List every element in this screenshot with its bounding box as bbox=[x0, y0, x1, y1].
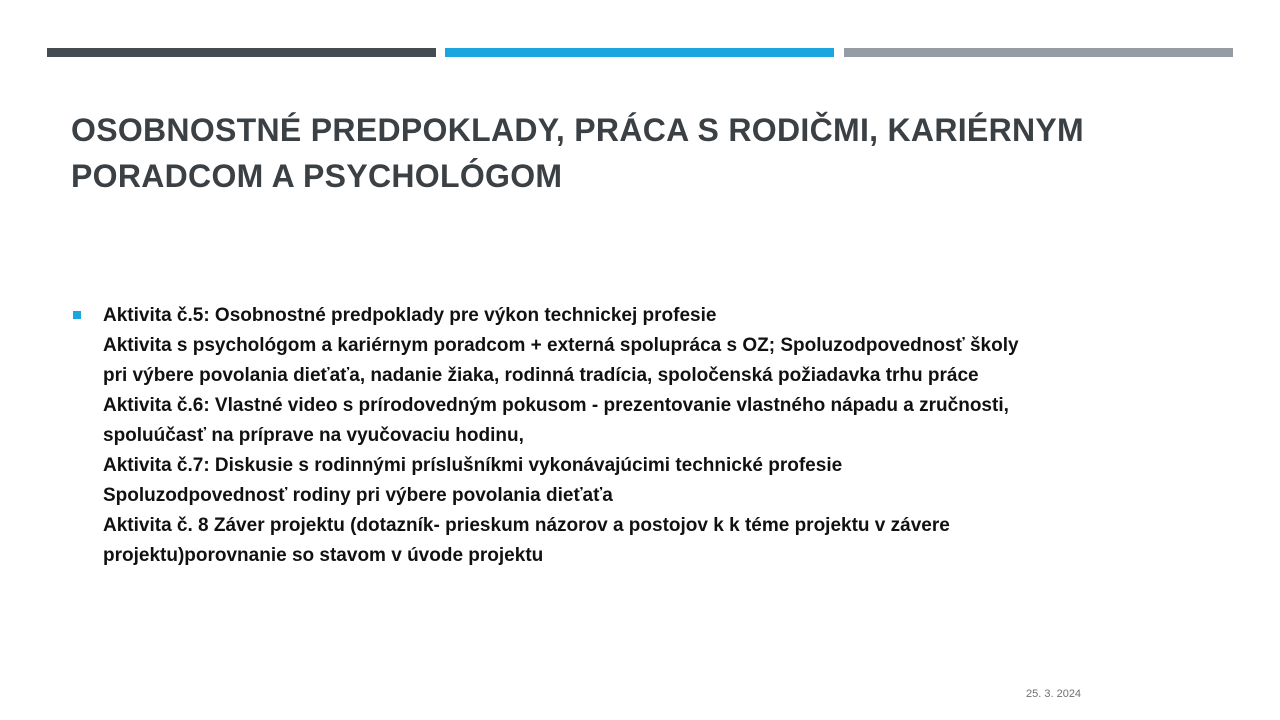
body-line: projektu)porovnanie so stavom v úvode projektu bbox=[103, 545, 544, 566]
accent-bar-gray bbox=[844, 48, 1233, 57]
body-line: Aktivita č.6: Vlastné video s prírodovedným pokusom - prezentovanie vlastného nápadu a zručnosti, bbox=[103, 395, 1009, 416]
slide-title-line: PORADCOM A PSYCHOLÓGOM bbox=[71, 158, 563, 194]
slide-title-line: OSOBNOSTNÉ PREDPOKLADY, PRÁCA S RODIČMI, KARIÉRNYM bbox=[71, 112, 1084, 148]
body-line: Spoluzodpovednosť rodiny pri výbere povolania dieťaťa bbox=[103, 485, 613, 506]
body-line: Aktivita č.7: Diskusie s rodinnými príslušníkmi vykonávajúcimi technické profesie bbox=[103, 455, 843, 476]
slide-date: 25. 3. 2024 bbox=[1026, 688, 1082, 700]
accent-bar-blue bbox=[445, 48, 834, 57]
body-line: Aktivita č. 8 Záver projektu (dotazník- prieskum názorov a postojov k k téme projektu v závere bbox=[103, 515, 950, 536]
body-line: Aktivita s psychológom a kariérnym poradcom + externá spolupráca s OZ; Spoluzodpovednosť školy bbox=[103, 335, 1019, 356]
bullet-text bbox=[103, 301, 1221, 571]
body-line: pri výbere povolania dieťaťa, nadanie žiaka, rodinná tradícia, spoločenská požiadavka trhu práce bbox=[103, 365, 979, 386]
accent-bar-dark bbox=[47, 48, 436, 57]
square-bullet-icon bbox=[73, 311, 81, 319]
slide-title bbox=[71, 107, 1211, 199]
slide-body bbox=[71, 301, 1221, 571]
body-line: spoluúčasť na príprave na vyučovaciu hodinu, bbox=[103, 425, 524, 446]
body-line: Aktivita č.5: Osobnostné predpoklady pre výkon technickej profesie bbox=[103, 305, 717, 326]
